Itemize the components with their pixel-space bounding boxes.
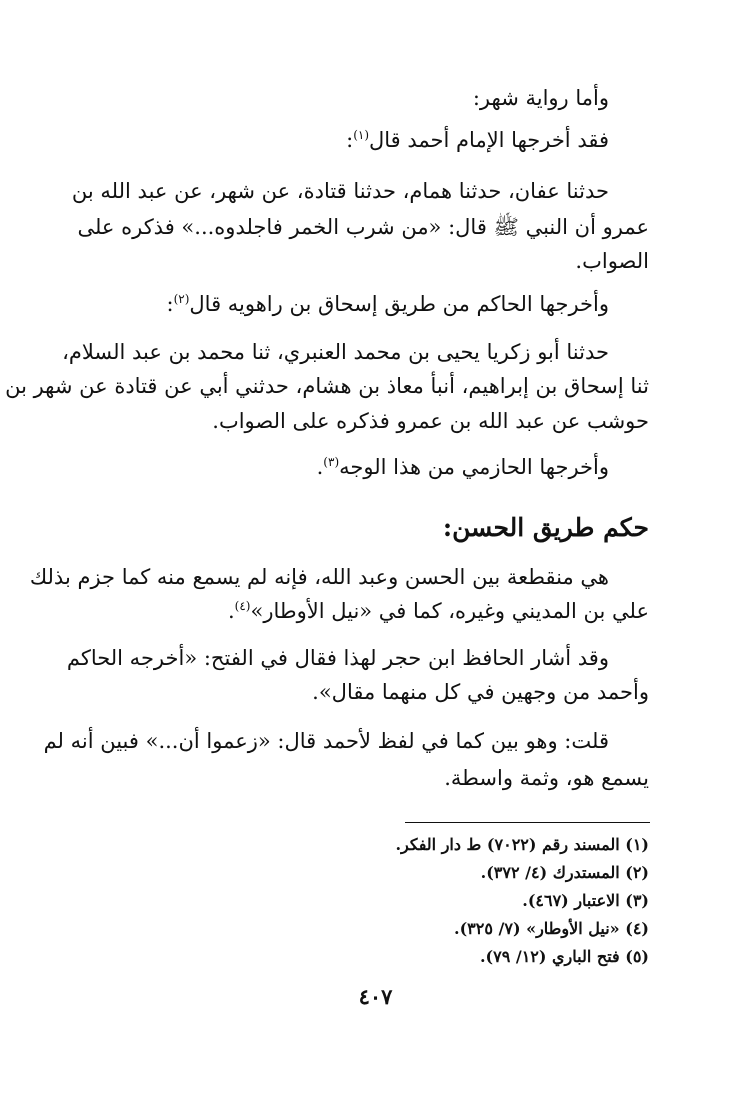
section-heading: [443, 512, 649, 544]
text-line: [473, 84, 609, 112]
text-line: [212, 407, 649, 435]
text-segment: :: [346, 128, 354, 152]
text-line: [346, 126, 609, 154]
text-segment: حدثنا عفان، حدثنا همام، حدثنا قتادة، عن شهر، عن عبد الله بن: [71, 179, 609, 203]
text-segment: .: [227, 599, 235, 623]
text-line: [5, 372, 649, 400]
text-line: [62, 338, 609, 366]
heading-text: حكم طريق الحسن:: [442, 513, 649, 542]
footnote-marker: (١): [353, 128, 370, 142]
text-line: [167, 290, 610, 318]
page-number: ٤٠٧: [358, 984, 393, 1009]
text-line: [575, 247, 649, 275]
footnote: (١) المسند رقم (٧٠٢٢) ط دار الفكر.: [395, 835, 649, 854]
footnote-divider: [405, 822, 650, 823]
text-segment: الصواب.: [575, 249, 649, 273]
text-segment: حدثنا أبو زكريا يحيى بن محمد العنبري، ثنا محمد بن عبد السلام،: [62, 340, 609, 364]
footnote: (٤) «نيل الأوطار» (٧/ ٣٢٥).: [454, 919, 649, 938]
text-line: [317, 453, 609, 481]
footnote: (٢) المستدرك (٤/ ٣٧٢).: [480, 863, 649, 882]
text-line: [67, 644, 609, 672]
text-line: [312, 678, 649, 706]
text-segment: قلت: وهو بين كما في لفظ لأحمد قال: «زعموا أن...» فبين أنه لم: [43, 729, 609, 753]
footnote: (٥) فتح الباري (١٢/ ٧٩).: [479, 947, 649, 966]
text-line: [29, 563, 609, 591]
text-line: [228, 597, 649, 625]
text-line: [77, 213, 649, 241]
footnote-marker: (٣): [323, 455, 340, 469]
text-segment: وقد أشار الحافظ ابن حجر لهذا فقال في الفتح: «أخرجه الحاكم: [66, 646, 609, 670]
text-segment: عمرو أن النبي ﷺ قال: «من شرب الخمر فاجلدوه...» فذكره على: [77, 215, 649, 239]
text-segment: وأحمد من وجهين في كل منهما مقال».: [312, 680, 649, 704]
text-segment: .: [316, 455, 324, 479]
text-segment: حوشب عن عبد الله بن عمرو فذكره على الصواب.: [212, 409, 649, 433]
text-segment: ثنا إسحاق بن إبراهيم، أنبأ معاذ بن هشام، حدثني أبي عن قتادة عن شهر بن: [5, 374, 649, 398]
text-line: [43, 727, 609, 755]
text-line: [444, 764, 649, 792]
text-segment: وأخرجها الحازمي من هذا الوجه: [339, 455, 609, 479]
text-segment: فقد أخرجها الإمام أحمد قال: [369, 128, 609, 152]
text-line: [72, 177, 609, 205]
text-segment: هي منقطعة بين الحسن وعبد الله، فإنه لم يسمع منه كما جزم بذلك: [29, 565, 609, 589]
text-segment: علي بن المديني وغيره، كما في «نيل الأوطار»: [250, 599, 649, 623]
footnote-marker: (٢): [173, 292, 190, 306]
footnote: (٣) الاعتبار (٤٦٧).: [522, 891, 649, 910]
text-segment: وأما رواية شهر:: [472, 86, 609, 110]
text-segment: يسمع هو، وثمة واسطة.: [444, 766, 649, 790]
text-segment: وأخرجها الحاكم من طريق إسحاق بن راهويه قال: [189, 292, 609, 316]
text-segment: :: [166, 292, 174, 316]
footnote-marker: (٤): [234, 599, 251, 613]
